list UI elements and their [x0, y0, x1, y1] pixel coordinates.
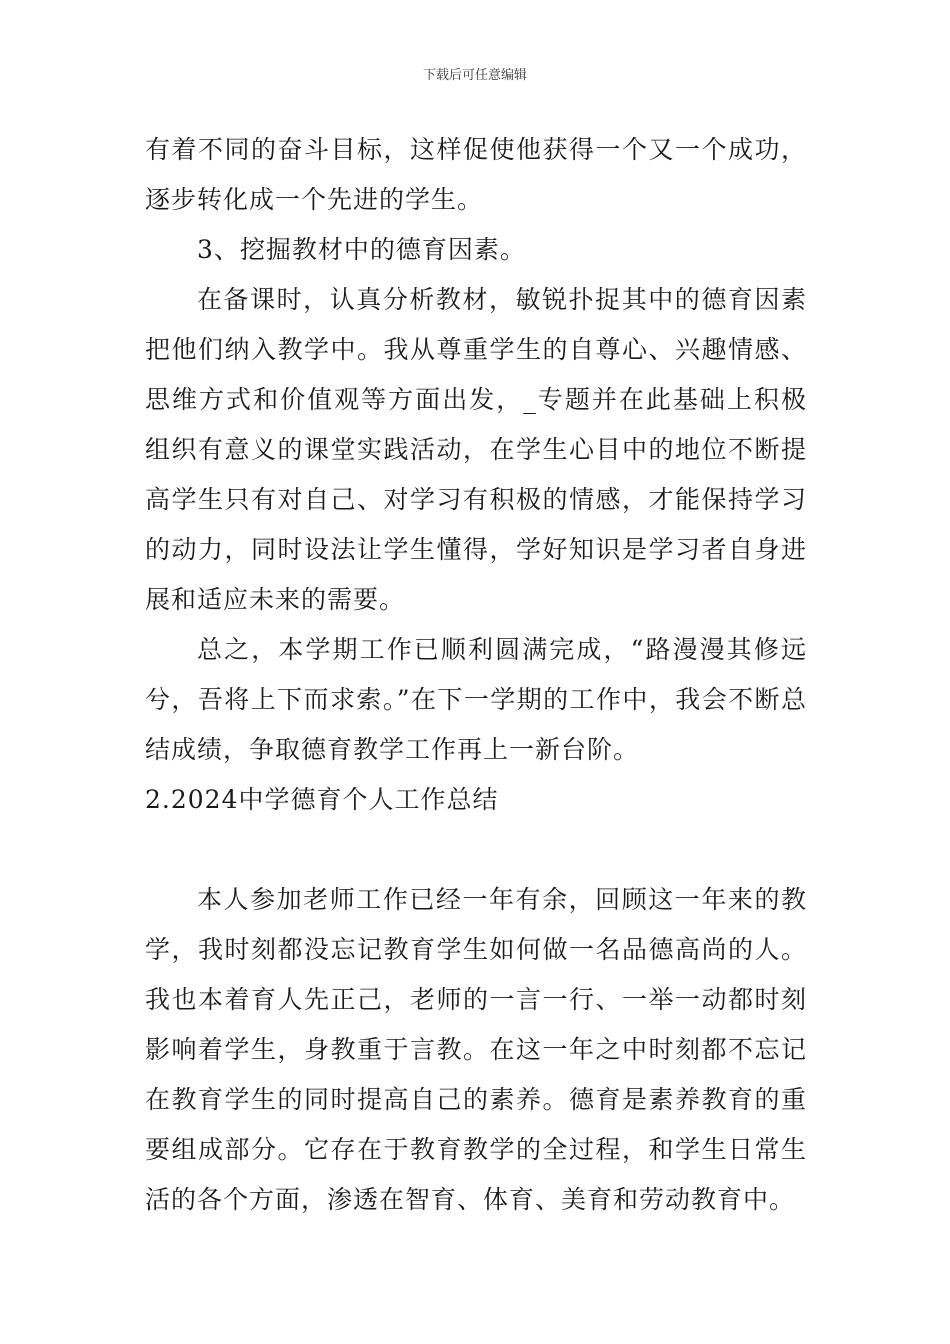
paragraph-intro: 本人参加老师工作已经一年有余，回顾这一年来的教学，我时刻都没忘记教育学生如何做一名品德高尚的人。我也本着育人先正己，老师的一言一行、一举一动都时刻影响着学生，身教重于言教。在这一年之中时刻都不忘记在教育学生的同时提高自己的素养。德育是素养教育的重要组成部分。它存在于教育教学的全过程，和学生日常生活的各个方面，渗透在智育、体育、美育和劳动教育中。	[145, 885, 807, 1214]
blank-line	[145, 825, 807, 875]
paragraph-lesson-prep: 在备课时，认真分析教材，敏锐扑捉其中的德育因素把他们纳入教学中。我从尊重学生的自尊心、兴趣情感、思维方式和价值观等方面出发，_专题并在此基础上积极组织有意义的课堂实践活动，在学生心目中的地位不断提高学生只有对自己、对学习有积极的情感，才能保持学习的动力，同时设法让学生懂得，学好知识是学习者自身进展和适应未来的需要。	[145, 285, 807, 614]
paragraph-continuation: 有着不同的奋斗目标，这样促使他获得一个又一个成功，逐步转化成一个先进的学生。	[145, 135, 807, 214]
section-heading-2: 2.2024中学德育个人工作总结	[145, 785, 499, 814]
paragraph-conclusion: 总之，本学期工作已顺利圆满完成，“路漫漫其修远兮，吾将上下而求索。”在下一学期的工作中，我会不断总结成绩，争取德育教学工作再上一新台阶。	[145, 635, 807, 764]
section-point-3: 3、挖掘教材中的德育因素。	[197, 235, 526, 264]
document-body	[145, 125, 807, 1225]
page-header: 下载后可任意编辑	[422, 68, 527, 83]
